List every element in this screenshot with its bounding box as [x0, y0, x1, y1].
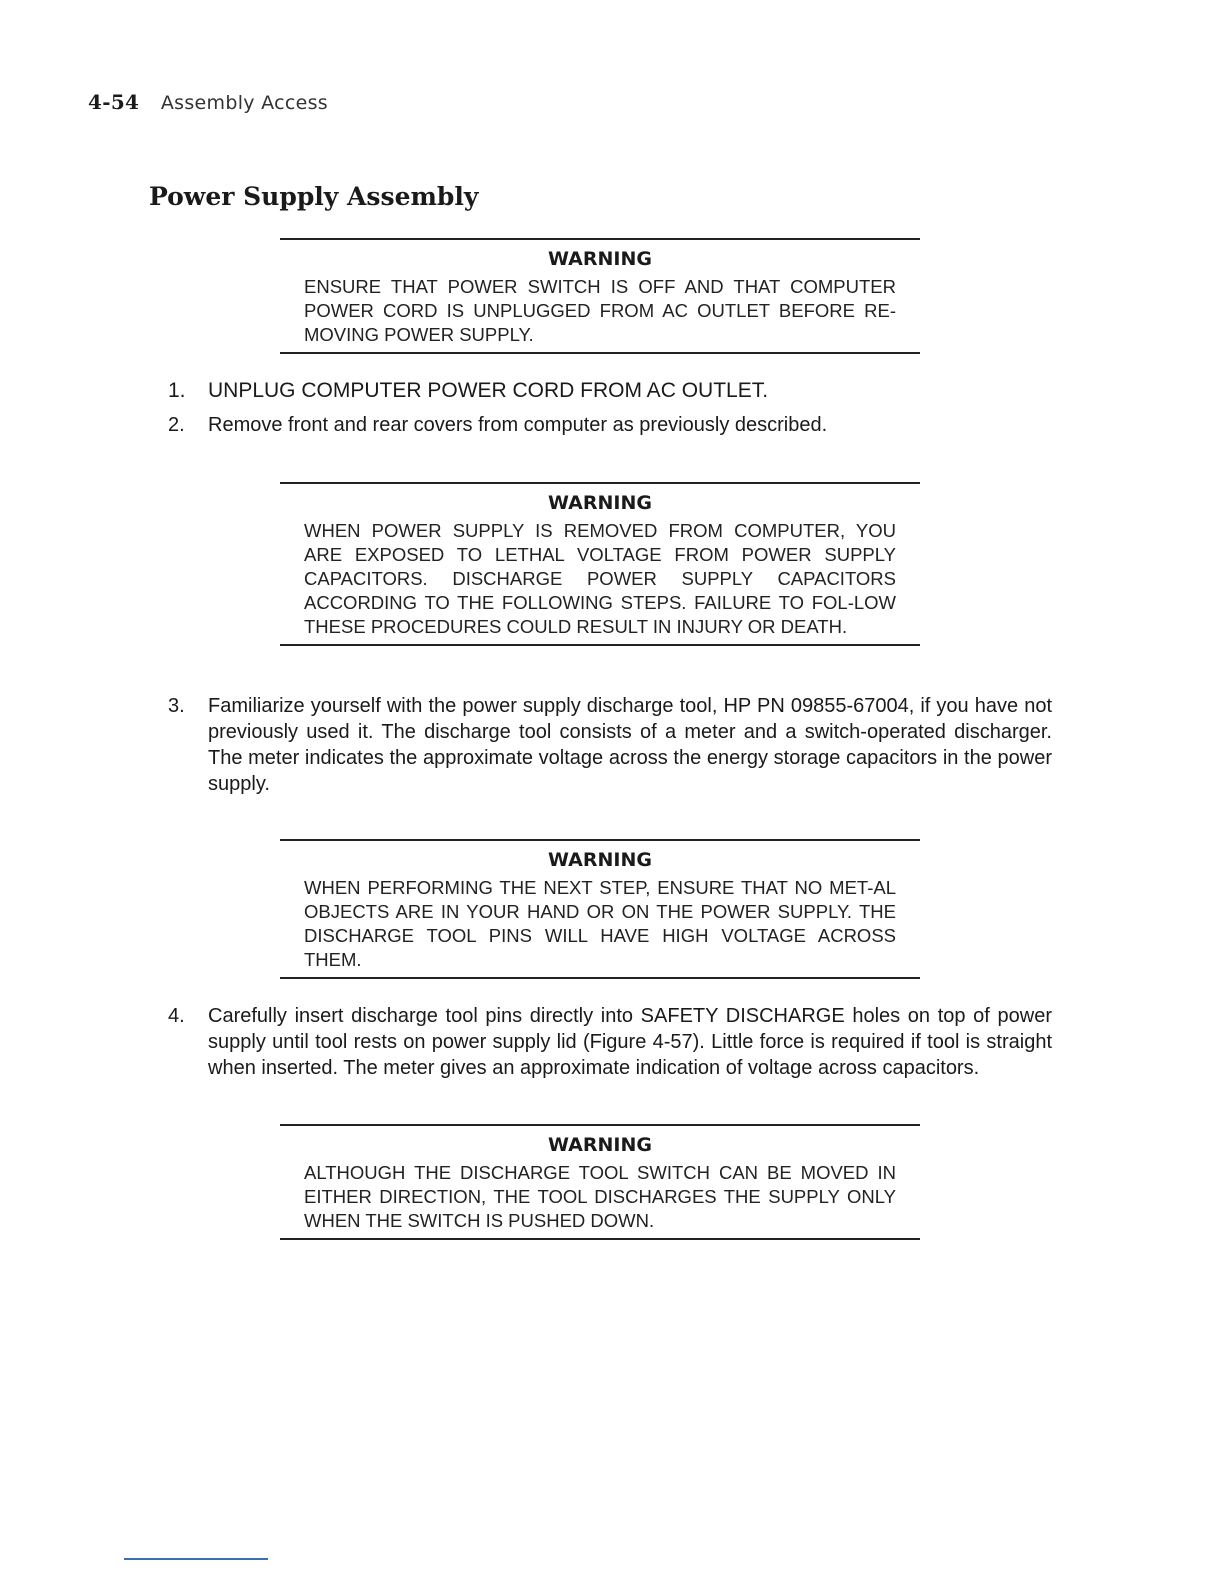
warning-label: WARNING: [548, 492, 652, 514]
warning-label: WARNING: [548, 248, 652, 270]
warning-text: WHEN PERFORMING THE NEXT STEP, ENSURE THAT NO MET-AL OBJECTS ARE IN YOUR HAND OR ON THE POWER SUPPLY. THE DISCHARGE TOOL PINS WILL HAVE HIGH VOLTAGE ACROSS THEM.: [304, 877, 896, 970]
page-number: 4-54: [88, 90, 140, 114]
warning-label: WARNING: [548, 1134, 652, 1156]
step-1: [168, 378, 1052, 404]
warning-box-2: [280, 482, 920, 646]
step-text: Remove front and rear covers from computer as previously described.: [208, 414, 828, 436]
warning-text: ALTHOUGH THE DISCHARGE TOOL SWITCH CAN BE MOVED IN EITHER DIRECTION, THE TOOL DISCHARGES THE SUPPLY ONLY WHEN THE SWITCH IS PUSHED DOWN.: [304, 1162, 896, 1231]
step-number: 3.: [168, 695, 185, 717]
warning-box-1: [280, 238, 920, 354]
step-number: 4.: [168, 1005, 185, 1027]
step-4: [168, 1003, 1052, 1081]
step-number: 1.: [168, 379, 186, 402]
footer-rule: [124, 1558, 268, 1560]
section-name: Assembly Access: [160, 92, 329, 114]
step-2: [168, 412, 1052, 438]
page-header: [88, 90, 328, 115]
warning-box-4: [280, 1124, 920, 1240]
step-text: UNPLUG COMPUTER POWER CORD FROM AC OUTLET.: [208, 379, 769, 402]
step-3: [168, 693, 1052, 797]
step-text: Carefully insert discharge tool pins directly into SAFETY DISCHARGE holes on top of power supply until tool rests on power supply lid (Figure 4-57). Little force is required if tool is straight when inserted. The meter gives an approximate indication of voltage across capacitors.: [208, 1005, 1052, 1079]
step-text: Familiarize yourself with the power supply discharge tool, HP PN 09855-67004, if you have not previously used it. The discharge tool consists of a meter and a switch-operated discharger. The meter indicates the approximate voltage across the energy storage capacitors in the power supply.: [208, 695, 1052, 795]
warning-label: WARNING: [548, 849, 652, 871]
warning-text: ENSURE THAT POWER SWITCH IS OFF AND THAT COMPUTER POWER CORD IS UNPLUGGED FROM AC OUTLET BEFORE RE-MOVING POWER SUPPLY.: [304, 276, 896, 345]
warning-box-3: [280, 839, 920, 979]
page-title: Power Supply Assembly: [149, 182, 479, 211]
step-number: 2.: [168, 414, 185, 436]
warning-text: WHEN POWER SUPPLY IS REMOVED FROM COMPUTER, YOU ARE EXPOSED TO LETHAL VOLTAGE FROM POWER SUPPLY CAPACITORS. DISCHARGE POWER SUPPLY CAPACITORS ACCORDING TO THE FOLLOWING STEPS. FAILURE TO FOL-LOW THESE PROCEDURES COULD RESULT IN INJURY OR DEATH.: [304, 520, 896, 637]
